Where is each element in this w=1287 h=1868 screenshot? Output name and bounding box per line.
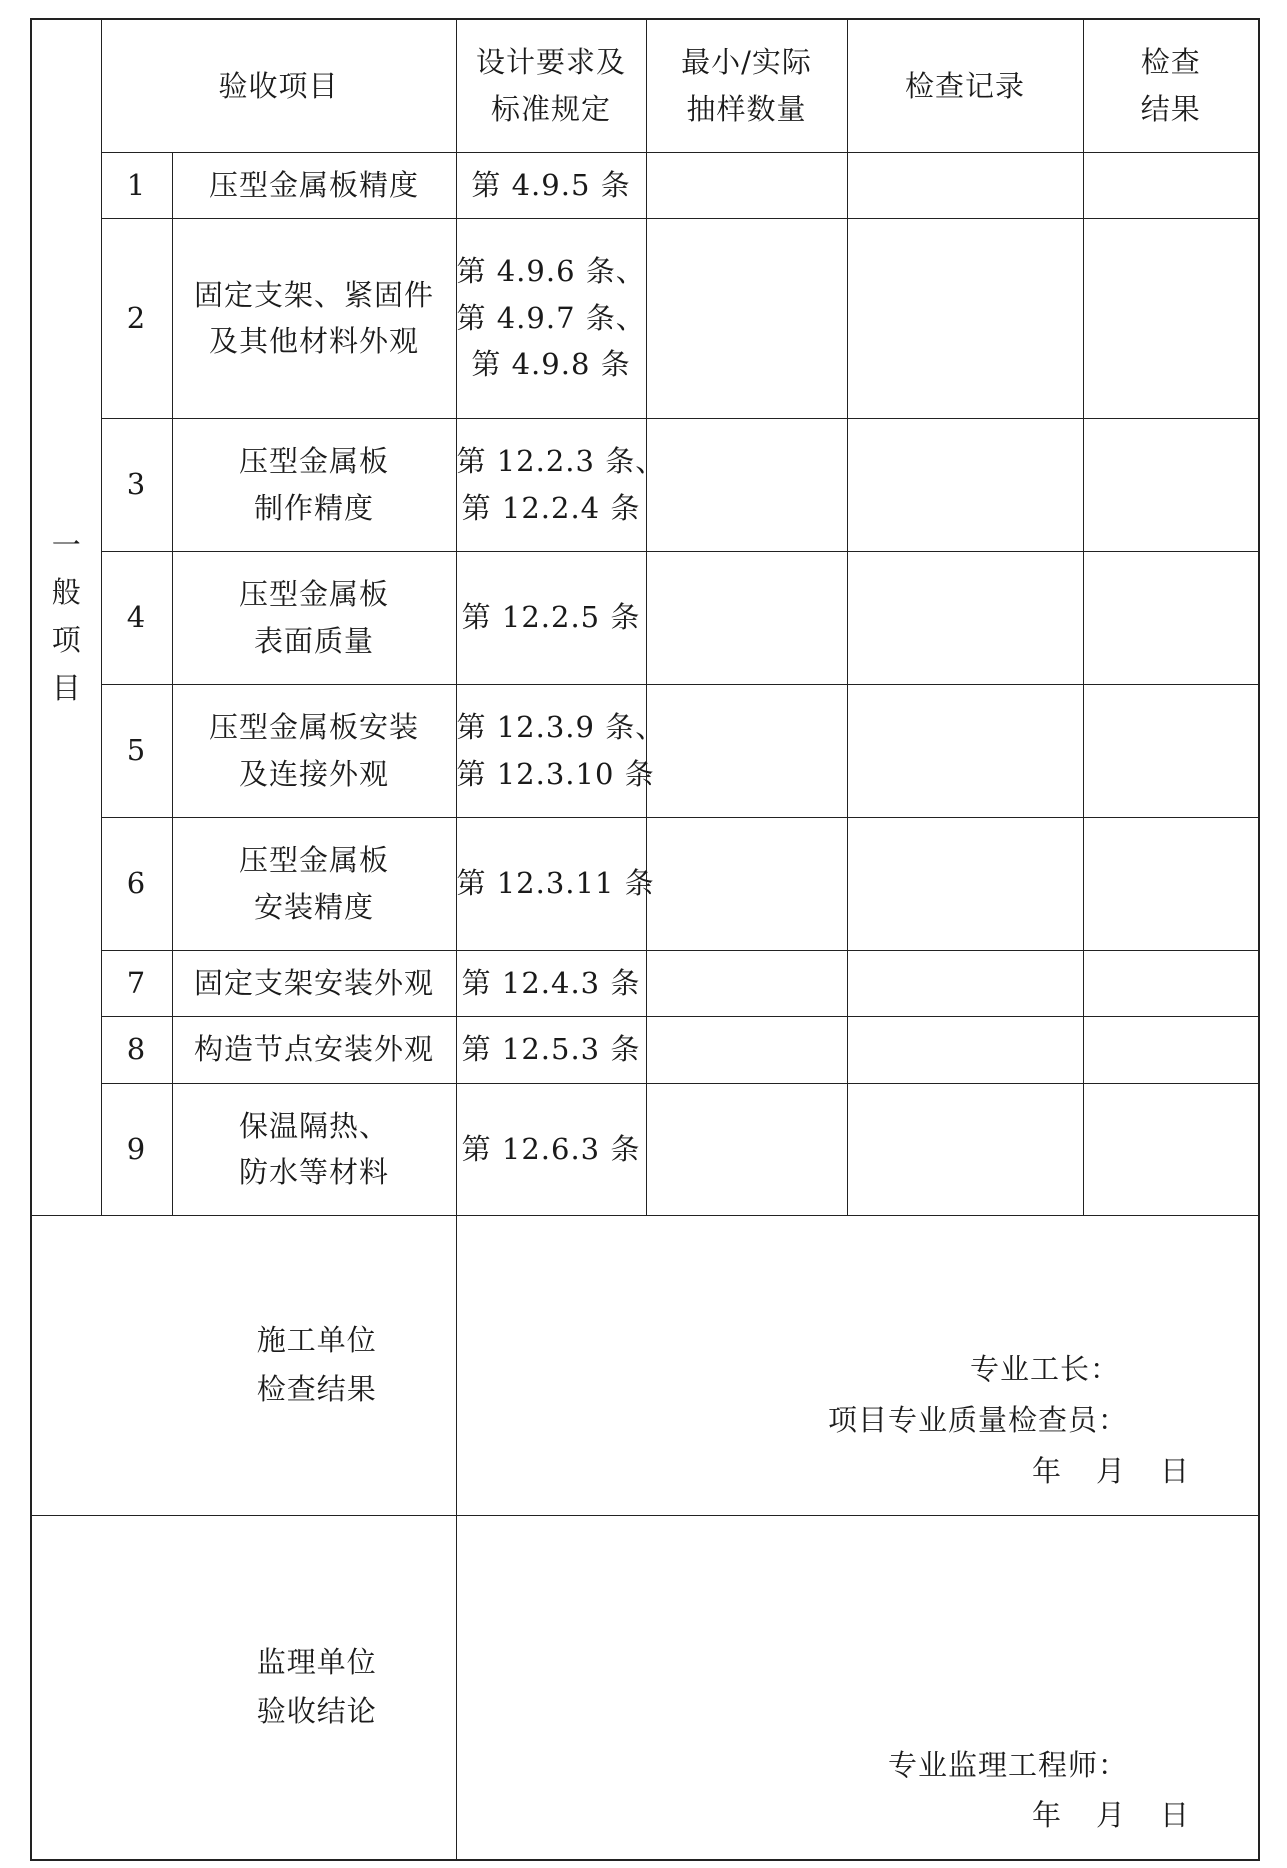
item-row xyxy=(31,684,1259,817)
category-label: 一 般 项 目 xyxy=(51,527,81,706)
check-record-cell[interactable] xyxy=(847,218,1083,418)
sample-count-cell[interactable] xyxy=(646,152,847,218)
sample-count-cell[interactable] xyxy=(646,684,847,817)
construction-signature-area[interactable] xyxy=(456,1215,1259,1515)
item-standard: 第 12.2.5 条 xyxy=(456,551,646,684)
check-result-cell[interactable] xyxy=(1083,152,1259,218)
check-result-cell[interactable] xyxy=(1083,817,1259,950)
item-row xyxy=(31,418,1259,551)
item-standard: 第 12.5.3 条 xyxy=(456,1016,646,1083)
check-record-cell[interactable] xyxy=(847,950,1083,1016)
supervision-label: 监理单位 验收结论 xyxy=(31,1515,456,1860)
sample-count-cell[interactable] xyxy=(646,551,847,684)
check-result-cell[interactable] xyxy=(1083,684,1259,817)
header-sample: 最小/实际 抽样数量 xyxy=(646,19,847,152)
construction-row xyxy=(31,1215,1259,1515)
item-standard: 第 4.9.6 条、 第 4.9.7 条、 第 4.9.8 条 xyxy=(456,218,646,418)
header-result: 检查 结果 xyxy=(1083,19,1259,152)
inspector-label: 项目专业质量检查员： xyxy=(828,1403,1129,1437)
item-name: 保温隔热、 防水等材料 xyxy=(172,1083,456,1215)
item-name: 压型金属板 表面质量 xyxy=(172,551,456,684)
item-name: 构造节点安装外观 xyxy=(172,1016,456,1083)
form-body xyxy=(31,19,1259,1860)
check-result-cell[interactable] xyxy=(1083,418,1259,551)
header-record: 检查记录 xyxy=(847,19,1083,152)
date-label: 年 月 日 xyxy=(1031,1453,1191,1488)
item-row xyxy=(31,1083,1259,1215)
sample-count-cell[interactable] xyxy=(646,1016,847,1083)
date-label: 年 月 日 xyxy=(1031,1798,1191,1833)
item-name: 固定支架安装外观 xyxy=(172,950,456,1016)
foreman-label: 专业工长： xyxy=(970,1352,1121,1387)
engineer-label: 专业监理工程师： xyxy=(888,1747,1129,1782)
check-record-cell[interactable] xyxy=(847,1083,1083,1215)
check-result-cell[interactable] xyxy=(1083,1016,1259,1083)
sample-count-cell[interactable] xyxy=(646,1083,847,1215)
supervision-row xyxy=(31,1515,1259,1860)
check-result-cell[interactable] xyxy=(1083,218,1259,418)
item-number: 5 xyxy=(101,684,172,817)
construction-label: 施工单位 检查结果 xyxy=(31,1215,456,1515)
item-name: 固定支架、紧固件 及其他材料外观 xyxy=(172,218,456,418)
item-row xyxy=(31,218,1259,418)
acceptance-form-table xyxy=(30,18,1260,1861)
check-record-cell[interactable] xyxy=(847,684,1083,817)
check-result-cell[interactable] xyxy=(1083,950,1259,1016)
item-row xyxy=(31,817,1259,950)
sample-count-cell[interactable] xyxy=(646,950,847,1016)
category-cell xyxy=(31,19,101,1215)
construction-signatures xyxy=(828,1344,1191,1496)
item-number: 9 xyxy=(101,1083,172,1215)
check-record-cell[interactable] xyxy=(847,551,1083,684)
check-record-cell[interactable] xyxy=(847,418,1083,551)
item-name: 压型金属板精度 xyxy=(172,152,456,218)
check-result-cell[interactable] xyxy=(1083,1083,1259,1215)
item-number: 4 xyxy=(101,551,172,684)
sample-count-cell[interactable] xyxy=(646,817,847,950)
item-number: 7 xyxy=(101,950,172,1016)
sample-count-cell[interactable] xyxy=(646,418,847,551)
check-record-cell[interactable] xyxy=(847,152,1083,218)
item-number: 1 xyxy=(101,152,172,218)
item-number: 6 xyxy=(101,817,172,950)
item-row xyxy=(31,152,1259,218)
item-standard: 第 12.4.3 条 xyxy=(456,950,646,1016)
header-row xyxy=(31,19,1259,152)
item-standard: 第 4.9.5 条 xyxy=(456,152,646,218)
item-number: 2 xyxy=(101,218,172,418)
supervision-signatures xyxy=(888,1740,1191,1842)
item-number: 3 xyxy=(101,418,172,551)
check-record-cell[interactable] xyxy=(847,1016,1083,1083)
item-row xyxy=(31,950,1259,1016)
sample-count-cell[interactable] xyxy=(646,218,847,418)
item-standard: 第 12.2.3 条、 第 12.2.4 条 xyxy=(456,418,646,551)
item-standard: 第 12.3.11 条 xyxy=(456,817,646,950)
item-standard: 第 12.6.3 条 xyxy=(456,1083,646,1215)
header-design: 设计要求及 标准规定 xyxy=(456,19,646,152)
item-row xyxy=(31,551,1259,684)
item-number: 8 xyxy=(101,1016,172,1083)
check-record-cell[interactable] xyxy=(847,817,1083,950)
item-name: 压型金属板 安装精度 xyxy=(172,817,456,950)
item-row xyxy=(31,1016,1259,1083)
item-standard: 第 12.3.9 条、 第 12.3.10 条 xyxy=(456,684,646,817)
item-name: 压型金属板 制作精度 xyxy=(172,418,456,551)
item-name: 压型金属板安装 及连接外观 xyxy=(172,684,456,817)
header-item: 验收项目 xyxy=(101,19,456,152)
check-result-cell[interactable] xyxy=(1083,551,1259,684)
supervision-signature-area[interactable] xyxy=(456,1515,1259,1860)
